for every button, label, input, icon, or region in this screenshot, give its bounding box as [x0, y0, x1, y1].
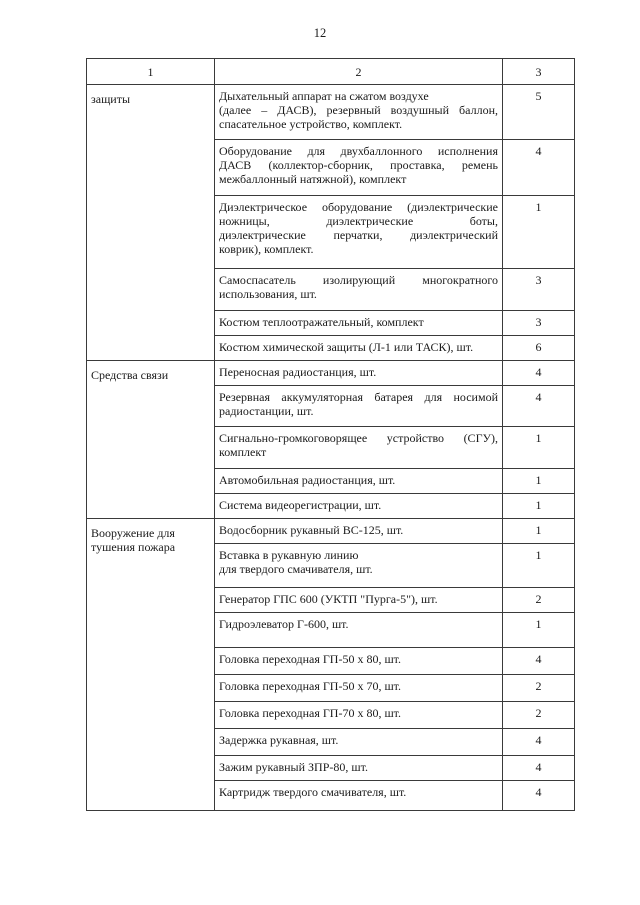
item-text-line: Дыхательный аппарат на сжатом воздухе — [219, 89, 429, 103]
quantity-cell: 6 — [503, 336, 575, 361]
item-text-line: Гидроэлеватор Г-600, шт. — [219, 617, 349, 631]
item-cell — [215, 519, 503, 544]
item-cell — [215, 85, 503, 140]
quantity-cell: 1 — [503, 544, 575, 588]
item-cell — [215, 140, 503, 196]
quantity-cell: 4 — [503, 729, 575, 756]
item-text-line: Головка переходная ГП-70 х 80, шт. — [219, 706, 402, 720]
item-text-line: Самоспасатель изолирующий многократного — [219, 273, 498, 287]
quantity-cell: 3 — [503, 269, 575, 311]
item-cell — [215, 781, 503, 811]
item-text-line: Вставка в рукавную линию — [219, 548, 359, 562]
item-cell — [215, 729, 503, 756]
item-text-line: комплект — [219, 445, 267, 459]
item-text-line: Автомобильная радиостанция, шт. — [219, 473, 396, 487]
quantity-cell: 1 — [503, 519, 575, 544]
item-text-line: Резервная аккумуляторная батарея для носимой — [219, 390, 498, 404]
equipment-table — [86, 58, 575, 811]
item-cell — [215, 469, 503, 494]
column-header-3: 3 — [503, 59, 575, 85]
item-cell — [215, 756, 503, 781]
item-text-line: для твердого смачивателя, шт. — [219, 562, 373, 576]
quantity-cell: 4 — [503, 648, 575, 675]
quantity-cell: 1 — [503, 427, 575, 469]
item-text-line: Оборудование для двухбаллонного исполнения — [219, 144, 498, 158]
item-text-line: межбаллонный натяжной), комплект — [219, 172, 407, 186]
item-text-line: коврик), комплект. — [219, 242, 314, 256]
column-header-2: 2 — [215, 59, 503, 85]
item-text-line: Зажим рукавный ЗПР-80, шт. — [219, 760, 368, 774]
quantity-cell: 1 — [503, 469, 575, 494]
category-cell: защиты — [87, 85, 215, 361]
item-text-line: спасательное устройство, комплект. — [219, 117, 403, 131]
quantity-cell: 3 — [503, 311, 575, 336]
item-text-line: Система видеорегистрации, шт. — [219, 498, 382, 512]
quantity-cell: 4 — [503, 386, 575, 427]
item-cell — [215, 648, 503, 675]
item-cell — [215, 269, 503, 311]
item-text-line: Переносная радиостанция, шт. — [219, 365, 377, 379]
column-header-1: 1 — [87, 59, 215, 85]
quantity-cell: 4 — [503, 756, 575, 781]
item-cell — [215, 588, 503, 613]
quantity-cell: 2 — [503, 588, 575, 613]
quantity-cell: 1 — [503, 494, 575, 519]
quantity-cell: 2 — [503, 675, 575, 702]
item-text-line: Костюм теплоотражательный, комплект — [219, 315, 424, 329]
item-text-line: Сигнально-громкоговорящее устройство (СГУ), — [219, 431, 498, 445]
quantity-cell: 4 — [503, 361, 575, 386]
item-cell — [215, 427, 503, 469]
item-cell — [215, 544, 503, 588]
table-row — [87, 519, 575, 544]
item-cell — [215, 311, 503, 336]
item-text-line: ДАСВ (коллектор-сборник, проставка, ремень — [219, 158, 498, 172]
item-text-line: Картридж твердого смачивателя, шт. — [219, 785, 407, 799]
quantity-cell: 1 — [503, 613, 575, 648]
item-text-line: диэлектрические перчатки, диэлектрический — [219, 228, 498, 242]
item-cell — [215, 386, 503, 427]
item-cell — [215, 336, 503, 361]
table-row — [87, 361, 575, 386]
category-cell: Средства связи — [87, 361, 215, 519]
quantity-cell: 1 — [503, 196, 575, 269]
item-text-line: Водосборник рукавный ВС-125, шт. — [219, 523, 404, 537]
page-number: 12 — [313, 26, 327, 40]
quantity-cell: 2 — [503, 702, 575, 729]
item-cell — [215, 196, 503, 269]
item-text-line: использования, шт. — [219, 287, 317, 301]
quantity-cell: 5 — [503, 85, 575, 140]
quantity-cell: 4 — [503, 781, 575, 811]
item-text-line: Задержка рукавная, шт. — [219, 733, 339, 747]
item-cell — [215, 675, 503, 702]
item-text-line: Головка переходная ГП-50 х 70, шт. — [219, 679, 402, 693]
table-row — [87, 85, 575, 140]
item-cell — [215, 361, 503, 386]
item-cell — [215, 494, 503, 519]
item-text-line: Генератор ГПС 600 (УКТП "Пурга-5"), шт. — [219, 592, 438, 606]
header-row — [87, 59, 575, 85]
quantity-cell: 4 — [503, 140, 575, 196]
item-cell — [215, 613, 503, 648]
item-text-line: радиостанции, шт. — [219, 404, 314, 418]
item-text-line: Костюм химической защиты (Л-1 или ТАСК), шт. — [219, 340, 474, 354]
item-text-line: Диэлектрическое оборудование (диэлектрические — [219, 200, 498, 214]
category-cell: Вооружение для тушения пожара — [87, 519, 215, 811]
item-text-line: Головка переходная ГП-50 х 80, шт. — [219, 652, 402, 666]
item-text-line: (далее – ДАСВ), резервный воздушный баллон, — [219, 103, 498, 117]
item-text-line: ножницы, диэлектрические боты, — [219, 214, 498, 228]
item-cell — [215, 702, 503, 729]
table-body — [87, 85, 575, 811]
